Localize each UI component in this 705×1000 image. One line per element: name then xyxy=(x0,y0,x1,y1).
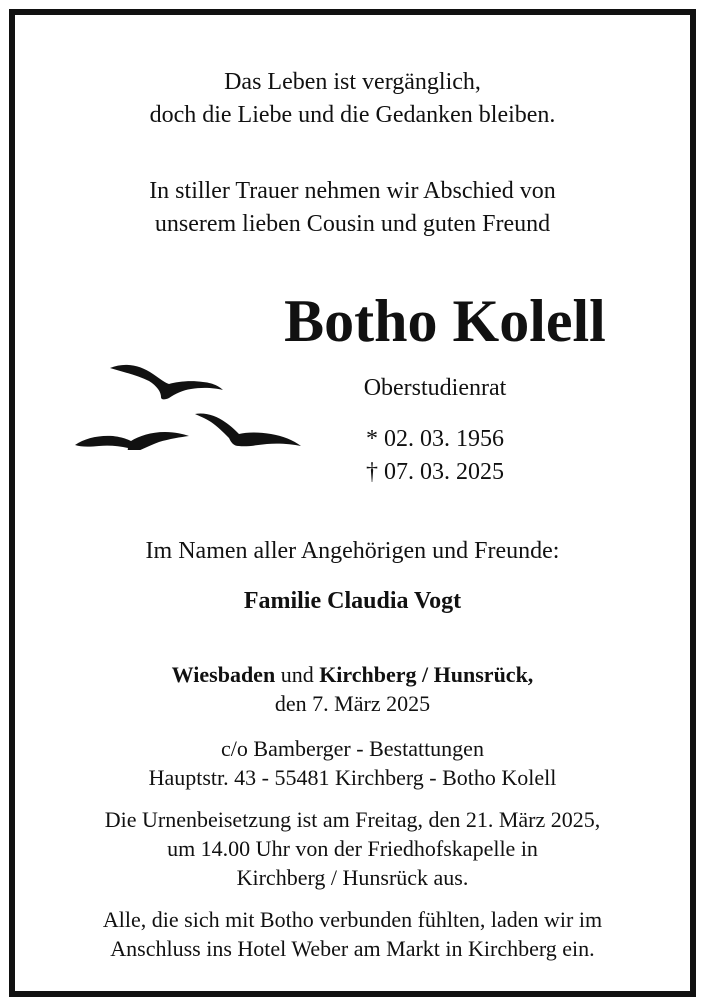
farewell-line-2: unserem lieben Cousin und guten Freund xyxy=(154,211,551,237)
birth-date: * 02. 03. 1956 xyxy=(366,426,504,452)
place-and: und xyxy=(275,662,320,687)
burial-line-3: Kirchberg / Hunsrück aus. xyxy=(236,865,469,890)
burial-line-1: Die Urnenbeisetzung ist am Freitag, den 21. März 2025, xyxy=(104,807,601,832)
intro-line-1: Das Leben ist vergänglich, xyxy=(224,69,481,95)
contact-line-2: Hauptstr. 43 - 55481 Kirchberg - Botho Kolell xyxy=(148,765,557,790)
invitation-line-1: Alle, die sich mit Botho verbunden fühlten, laden wir im xyxy=(102,907,603,932)
mourners-intro: Im Namen aller Angehörigen und Freunde: xyxy=(145,538,560,564)
contact-line-1: c/o Bamberger - Bestattungen xyxy=(221,736,484,761)
intro-line-2: doch die Liebe und die Gedanken bleiben. xyxy=(149,102,556,128)
place-line xyxy=(15,660,690,689)
farewell-line-1: In stiller Trauer nehmen wir Abschied von xyxy=(149,178,556,204)
place-city-2: Kirchberg / Hunsrück, xyxy=(319,662,534,687)
place-date: den 7. März 2025 xyxy=(274,691,431,716)
obituary-card xyxy=(9,9,696,997)
burial-line-2: um 14.00 Uhr von der Friedhofskapelle in xyxy=(167,836,538,861)
deceased-title: Oberstudienrat xyxy=(363,375,507,401)
death-date: † 07. 03. 2025 xyxy=(366,459,504,485)
flying-birds-icon xyxy=(65,350,305,450)
invitation-line-2: Anschluss ins Hotel Weber am Markt in Kirchberg ein. xyxy=(110,936,595,961)
family-name: Familie Claudia Vogt xyxy=(243,588,462,614)
deceased-name: Botho Kolell xyxy=(284,288,606,354)
place-city-1: Wiesbaden xyxy=(171,662,276,687)
